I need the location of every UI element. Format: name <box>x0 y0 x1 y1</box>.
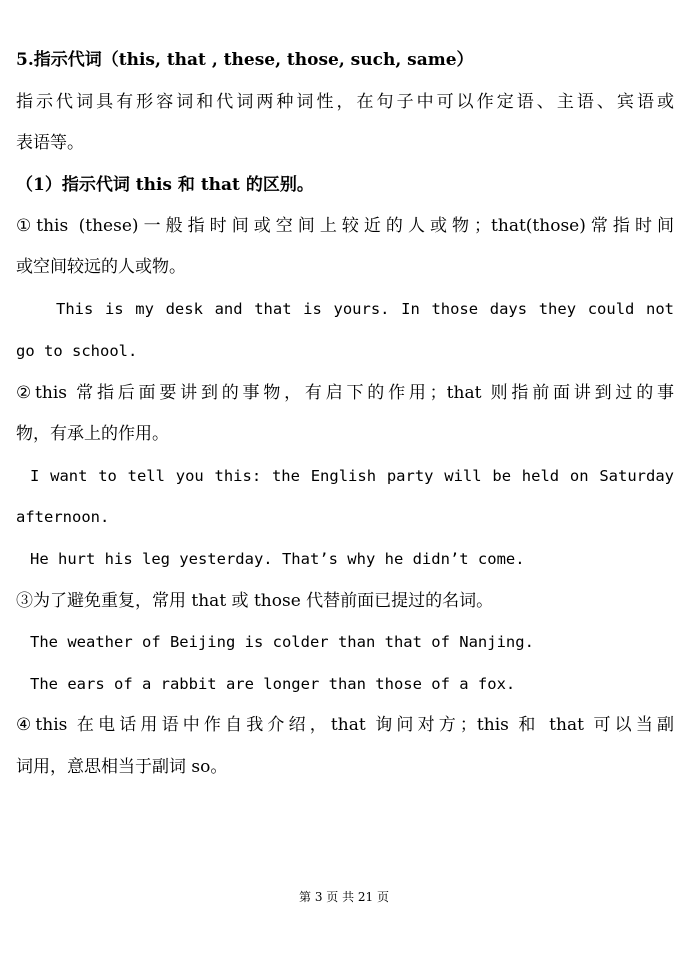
point-1-line-2: 或空间较远的人或物。 <box>16 257 186 277</box>
page-footer: 第 3 页 共 21 页 <box>299 890 389 904</box>
point-2-line-1: ②this 常指后面要讲到的事物，有启下的作用；that 则指前面讲到过的事 <box>16 383 674 403</box>
intro-text-line-2: 表语等。 <box>16 133 84 153</box>
point-1-line-1: ①this (these)一般指时间或空间上较近的人或物；that(those)常指时间 <box>16 216 674 236</box>
point-4-line-2: 词用，意思相当于副词 so。 <box>16 757 228 777</box>
example-2-line-1: I want to tell you this: the English party will be held on Saturday <box>30 467 674 485</box>
section-heading: 5.指示代词（this, that , these, those, such, same） <box>16 50 474 70</box>
intro-text-line-1: 指示代词具有形容词和代词两种词性，在句子中可以作定语、主语、宾语或 <box>16 92 674 112</box>
point-2-line-2: 物，有承上的作用。 <box>16 424 169 444</box>
example-1-line-2: go to school. <box>16 342 138 360</box>
example-3: He hurt his leg yesterday. That’s why he didn’t come. <box>30 550 525 568</box>
example-1-line-1: This is my desk and that is yours. In those days they could not <box>56 300 674 318</box>
point-3: ③为了避免重复，常用 that 或 those 代替前面已提过的名词。 <box>16 591 494 611</box>
point-4-line-1: ④this 在电话用语中作自我介绍，that 询问对方；this 和 that 可以当副 <box>16 715 674 735</box>
example-2-line-2: afternoon. <box>16 508 110 526</box>
subsection-heading: （1）指示代词 this 和 that 的区别。 <box>16 175 314 195</box>
example-5: The ears of a rabbit are longer than those of a fox. <box>30 675 516 693</box>
example-4: The weather of Beijing is colder than that of Nanjing. <box>30 633 534 651</box>
